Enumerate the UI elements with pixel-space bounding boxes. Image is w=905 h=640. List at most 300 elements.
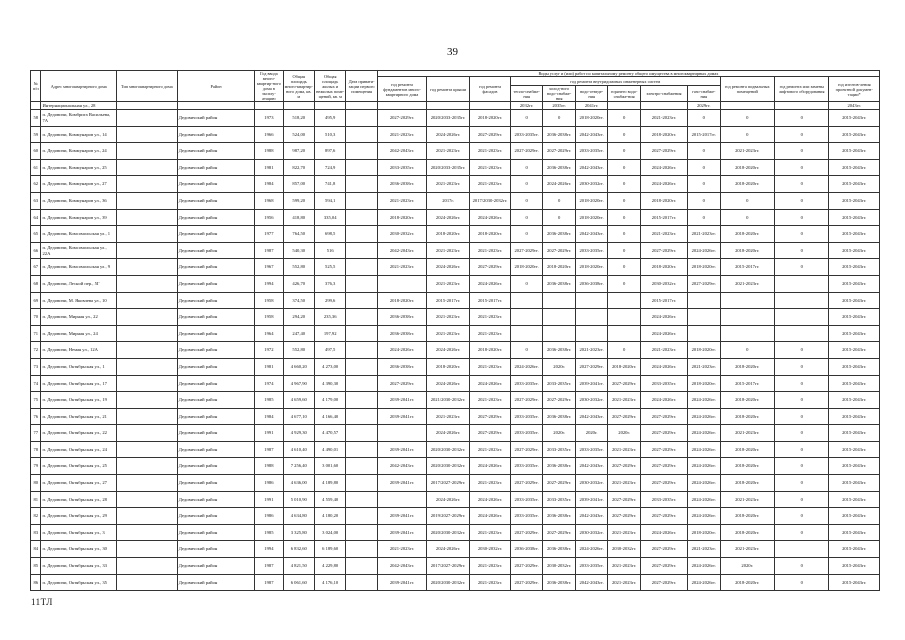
cell-hot-water: 2018-2020гг. [608,358,640,375]
cell-basement: 2020г. [720,558,774,575]
cell-lift: 0 [774,358,828,375]
cell-address: п. Дедовичи, Коммунаров ул., 36 [41,192,116,209]
cell-year: 1972 [255,342,283,359]
cell-living-area: 4 470,57 [314,425,345,442]
cell-facade: 2018-2020гг. [470,110,511,127]
cell-total-area: 552,80 [283,342,314,359]
cell-type [116,126,177,143]
cell-lift: 0 [774,508,828,525]
cell-total-area: 857,00 [283,176,314,193]
table-row [31,159,880,176]
cell-hot-water: 0 [608,275,640,292]
header-hot-water: горячего водо-снабже-ния [608,86,640,102]
cell-basement: 2018-2020гг. [720,176,774,193]
cell-address: п. Дедовичи, Коммунаров ул., 27 [41,176,116,193]
cell-lift: 0 [774,475,828,492]
cell-heat: 2018-2020гг. [510,259,542,276]
header-gas: газо-снабже-ния [688,86,720,102]
cell-gas: 2024-2026гг. [688,458,720,475]
cell-electric: 2027-2029гг. [640,541,687,558]
cell-electric: 2027-2029гг. [640,508,687,525]
cell-privatization [346,242,377,259]
table-row [31,176,880,193]
cell-docs: 2015-2043гг. [829,275,880,292]
cell-heat: 2027-2029гг. [510,524,542,541]
cell-foundation: 2018-2020гг. [377,292,426,309]
cell-foundation: 2042-2043гг. [377,242,426,259]
cell-privatization [346,358,377,375]
cell-year: 1987 [255,441,283,458]
cell-total-area: 4 967,90 [283,375,314,392]
cell-no: 68 [31,275,41,292]
cell-living-area: 4 166,40 [314,408,345,425]
cell-total-area: 4 929,30 [283,425,314,442]
cell-basement: 2018-2020гг. [720,441,774,458]
cell-address: п. Дедовичи, Октябрьская ул., 35 [41,574,116,591]
footer-mark: 11ТЛ [31,597,53,607]
cell-no: 86 [31,574,41,591]
cell-electric: 2033-2035гг. [640,375,687,392]
cell-address: п. Дедовичи, Коммунаров ул., 24 [41,143,116,160]
cell-foundation: 2039-2041гг. [377,392,426,409]
cell-facade: 2021-2023гг. [470,309,511,326]
cell-year: 1968 [255,192,283,209]
table-row [31,475,880,492]
cell-roof: 2020/2033-2035гг. [427,110,470,127]
cell-gas: 2021-2023гг. [688,358,720,375]
cell-gas: 2024-2026гг. [688,475,720,492]
cell-total-area: 247,40 [283,325,314,342]
cell-total-area: 5 010,90 [283,491,314,508]
cell-privatization [346,425,377,442]
cell-electric: 2027-2029гг. [640,425,687,442]
cell-no: 79 [31,458,41,475]
cell-total-area: 3 325,80 [283,524,314,541]
cell-address: п. Дедовичи, Коммунаров ул., 25 [41,159,116,176]
cell-roof: 2020/2033-2035гг. [427,159,470,176]
cell-lift: 0 [774,441,828,458]
cell-sewer: 2042-2043гг. [575,408,607,425]
cell-cold-water: 2027-2029гг. [543,524,575,541]
cell-gas [688,325,720,342]
cell-no: 78 [31,441,41,458]
cell-no: 83 [31,524,41,541]
cell-living-area: 4 179,00 [314,392,345,409]
cell-no: 77 [31,425,41,442]
cell-roof: 2021-2023гг. [427,242,470,259]
cell-type [116,226,177,243]
cell-living-area: 594,1 [314,192,345,209]
header-electric: электро-снабжения [640,86,687,102]
cell-facade: 2024-2026гг. [470,508,511,525]
cell-electric: 2018-2020гг. [640,259,687,276]
cell-living-area: 724,9 [314,159,345,176]
cell-total-area: 987,20 [283,143,314,160]
cell-facade: 2021-2023гг. [470,176,511,193]
cell-sewer: 2036-2038гг. [575,275,607,292]
header-lift: год ремонта или замены лифтового оборудования [774,77,828,102]
cell-roof: 2024-2026гг. [427,209,470,226]
cell-district: Дедовичский район [177,358,255,375]
cell-total-area: 524,00 [283,126,314,143]
table-row [31,392,880,409]
cell-facade: 2027-2029гг. [470,408,511,425]
continuation-row [31,102,880,110]
cell-address: п. Дедовичи, Мирная ул., 24 [41,325,116,342]
cell-foundation: 2042-2043гг. [377,458,426,475]
cell-year: 1991 [255,491,283,508]
cell-docs: 2015-2043гг. [829,441,880,458]
cell-facade: 2024-2026гг. [470,275,511,292]
cell-docs: 2015-2043гг. [829,475,880,492]
cell-heat: 0 [510,176,542,193]
cell-roof: 2020/2030-2032гг. [427,458,470,475]
cell-docs: 2015-2043гг. [829,342,880,359]
cell-roof: 2015-2017гг. [427,292,470,309]
cell-cold-water: 2036-2038гг. [543,508,575,525]
cell-heat [510,292,542,309]
header-type: Тип многоквартирного дома [116,71,177,102]
cell-district: Дедовичский район [177,110,255,127]
cell-type [116,491,177,508]
cell-district: Дедовичский район [177,408,255,425]
cell-gas: 2018-2020гг. [688,342,720,359]
cell-foundation: 2036-2038гг. [377,325,426,342]
cell-type [116,458,177,475]
cell-privatization [346,292,377,309]
cell-district: Дедовичский район [177,292,255,309]
cell-lift: 0 [774,242,828,259]
cell-foundation: 2021-2023гг. [377,192,426,209]
cell-foundation: 2033-2035гг. [377,159,426,176]
cell-cold-water: 2036-2038гг. [543,342,575,359]
cell-docs: 2015-2043гг. [829,309,880,326]
cell-heat: 0 [510,275,542,292]
cell-year: 1981 [255,358,283,375]
table-row [31,143,880,160]
cell-type [116,110,177,127]
cell-total-area: 4 659,60 [283,392,314,409]
cell-type [116,375,177,392]
cell-privatization [346,143,377,160]
cell-district: Дедовичский район [177,491,255,508]
cell-roof: 2021-2023гг. [427,408,470,425]
cell-year: 1994 [255,541,283,558]
cell-lift: 0 [774,226,828,243]
cell-address: п. Дедовичи, Комсомольская ул., 1 [41,226,116,243]
cell-year: 1994 [255,275,283,292]
cell-heat: 2027-2029гг. [510,475,542,492]
cell-type [116,358,177,375]
cell-living-area: 3 024,00 [314,524,345,541]
cell-basement [720,292,774,309]
cell-basement: 0 [720,126,774,143]
cell-no: 63 [31,192,41,209]
cell-living-area: 698,5 [314,226,345,243]
cell-foundation: 2030-2032гг. [377,226,426,243]
cell-electric: 2024-2026гг. [640,392,687,409]
cell-living-area: 4 490,01 [314,441,345,458]
cell-privatization [346,226,377,243]
cell-hot-water [608,325,640,342]
cell-hot-water: 2021-2023гг. [608,441,640,458]
cell-facade: 2024-2026гг. [470,209,511,226]
table-row [31,226,880,243]
cell-type [116,425,177,442]
cell-heat: 0 [510,209,542,226]
cell-foundation: 2021-2023гг. [377,126,426,143]
cell-heat: 0 [510,342,542,359]
header-roof: год ремонта крыши [427,77,470,102]
cell-foundation: 2024-2026гг. [377,342,426,359]
cell-district: Дедовичский район [177,425,255,442]
cell-address: п. Дедовичи, Октябрьская ул., 1 [41,358,116,375]
cell-year: 1964 [255,325,283,342]
cell-lift [774,309,828,326]
cell-privatization [346,491,377,508]
cell-basement: 0 [720,342,774,359]
cell-district: Дедовичский район [177,524,255,541]
cell-foundation: 2039-2041гг. [377,475,426,492]
cell-hot-water: 0 [608,143,640,160]
cell-type [116,508,177,525]
cell-cold-water: 2036-2038гг. [543,275,575,292]
cell-sewer: 2042-2043гг. [575,226,607,243]
cell-roof: 2021-2023гг. [427,309,470,326]
cell-cold-water [543,325,575,342]
cell-privatization [346,574,377,591]
cell-heat: 2033-2035гг. [510,126,542,143]
cell-heat: 2027-2029гг. [510,392,542,409]
cell-hot-water: 0 [608,176,640,193]
cell-facade: 2021-2023гг. [470,325,511,342]
cell-electric: 2027-2029гг. [640,458,687,475]
cell-year: 1973 [255,110,283,127]
cell-roof: 2020/2030-2032гг. [427,441,470,458]
cell-docs: 2015-2043гг. [829,143,880,160]
header-heat: тепло-снабже-ния [510,86,542,102]
cell-docs: 2015-2043гг. [829,508,880,525]
table-row [31,441,880,458]
cell-total-area: 294,20 [283,309,314,326]
cell-address: п. Дедовичи, Октябрьская ул., 21 [41,408,116,425]
cell-year: 1985 [255,524,283,541]
cell-hot-water: 0 [608,259,640,276]
cell-roof: 2021/2030-2032гг. [427,392,470,409]
cell-lift: 0 [774,159,828,176]
cell-address: п. Дедовичи, Октябрьская ул., 33 [41,558,116,575]
cell-cold-water [543,292,575,309]
cell-lift: 0 [774,192,828,209]
continuation-heat: 2032гг. [510,102,542,110]
cell-hot-water: 2027-2029гг. [608,408,640,425]
cell-living-area: 299,6 [314,292,345,309]
cell-address: п. Дедовичи, Мирная ул., 22 [41,309,116,326]
cell-roof: 2017/2027-2029гг. [427,558,470,575]
cell-lift [774,325,828,342]
cell-total-area: 4 636,00 [283,475,314,492]
cell-privatization [346,325,377,342]
cell-docs: 2015-2043гг. [829,392,880,409]
cell-living-area: 3 001,60 [314,458,345,475]
cell-lift: 0 [774,558,828,575]
cell-sewer: 2042-2043гг. [575,159,607,176]
cell-hot-water: 0 [608,192,640,209]
cell-sewer [575,325,607,342]
cell-hot-water: 2021-2023гг. [608,558,640,575]
cell-docs: 2015-2043гг. [829,292,880,309]
cell-gas: 0 [688,176,720,193]
cell-total-area: 6 832,60 [283,541,314,558]
cell-type [116,524,177,541]
cell-electric: 2024-2026гг. [640,309,687,326]
cell-lift: 0 [774,375,828,392]
cell-basement: 2021-2023гг. [720,491,774,508]
table-row [31,275,880,292]
cell-type [116,574,177,591]
cell-hot-water: 2021-2023гг. [608,524,640,541]
cell-no: 60 [31,143,41,160]
cell-gas: 0 [688,110,720,127]
table-row [31,309,880,326]
cell-facade: 2021-2023гг. [470,159,511,176]
cell-total-area: 518,20 [283,110,314,127]
cell-year: 1988 [255,458,283,475]
cell-lift: 0 [774,524,828,541]
cell-roof: 2020/2030-2032гг. [427,574,470,591]
cell-sewer: 2018-2020гг. [575,209,607,226]
cell-foundation: 2039-2041гг. [377,508,426,525]
cell-year: 1966 [255,126,283,143]
cell-basement: 0 [720,110,774,127]
cell-lift [774,292,828,309]
cell-cold-water: 0 [543,192,575,209]
cell-district: Дедовичский район [177,475,255,492]
table-row [31,192,880,209]
cell-living-area: 335,04 [314,209,345,226]
cell-basement: 2021-2023гг. [720,541,774,558]
cell-heat: 0 [510,226,542,243]
cell-cold-water: 2018-2020гг. [543,259,575,276]
header-living-area: Общая площадь жилых и нежилых поме-щений, кв. м [314,71,345,102]
cell-facade: 2024-2026гг. [470,491,511,508]
cell-no: 72 [31,342,41,359]
cell-docs: 2015-2043гг. [829,558,880,575]
header-basement: год ремонта подвальных помещений [720,77,774,102]
cell-address: п. Дедовичи, Октябрьская ул., 28 [41,491,116,508]
cell-hot-water: 0 [608,342,640,359]
cell-sewer: 2042-2043гг. [575,126,607,143]
cell-docs: 2015-2043гг. [829,242,880,259]
table-row [31,375,880,392]
cell-cold-water: 2030-2032гг. [543,558,575,575]
cell-heat: 0 [510,110,542,127]
cell-electric: 2024-2026гг. [640,325,687,342]
table-row [31,342,880,359]
cell-docs: 2015-2043гг. [829,524,880,541]
cell-sewer: 2042-2043гг. [575,458,607,475]
cell-living-area: 741,8 [314,176,345,193]
cell-basement: 2018-2020гг. [720,574,774,591]
cell-hot-water: 0 [608,126,640,143]
cell-foundation: 2027-2029гг. [377,110,426,127]
cell-year: 1967 [255,259,283,276]
cell-sewer: 2039-2041гг. [575,491,607,508]
header-total-area: Общая площадь много-квартир-ного дома, кв. м [283,71,314,102]
cell-electric: 2027-2029гг. [640,574,687,591]
cell-docs: 2015-2043гг. [829,574,880,591]
cell-heat: 2033-2035гг. [510,491,542,508]
cell-type [116,159,177,176]
cell-hot-water: 0 [608,226,640,243]
cell-lift: 0 [774,259,828,276]
cell-sewer: 2042-2043гг. [575,574,607,591]
cell-cold-water [543,309,575,326]
cell-sewer: 2020г. [575,425,607,442]
cell-electric: 2027-2029гг. [640,558,687,575]
cell-docs: 2015-2043гг. [829,375,880,392]
cell-total-area: 6 061,60 [283,574,314,591]
cell-facade: 2018-2020гг. [470,342,511,359]
cell-facade: 2027-2029гг. [470,126,511,143]
cell-lift: 0 [774,176,828,193]
cell-total-area: 374,50 [283,292,314,309]
cell-sewer: 2027-2029гг. [575,358,607,375]
table-row [31,425,880,442]
cell-living-area: 376,3 [314,275,345,292]
cell-electric: 2015-2017гг. [640,292,687,309]
continuation-cold: 2035гг. [543,102,575,110]
cell-heat: 2027-2029гг. [510,441,542,458]
cell-roof: 2018-2020гг. [427,226,470,243]
cell-basement: 2018-2020гг. [720,475,774,492]
cell-district: Дедовичский район [177,242,255,259]
cell-district: Дедовичский район [177,259,255,276]
cell-living-area: 4 176,10 [314,574,345,591]
cell-facade: 2017/2030-2032гг. [470,192,511,209]
cell-type [116,441,177,458]
cell-docs: 2015-2043гг. [829,541,880,558]
cell-type [116,541,177,558]
cell-cold-water: 2036-2038гг. [543,541,575,558]
cell-sewer: 2033-2035гг. [575,558,607,575]
cell-privatization [346,408,377,425]
cell-hot-water: 0 [608,209,640,226]
cell-privatization [346,558,377,575]
cell-basement: 2021-2023гг. [720,425,774,442]
cell-gas: 0 [688,192,720,209]
cell-privatization [346,541,377,558]
cell-district: Дедовичский район [177,574,255,591]
cell-heat: 2033-2035гг. [510,425,542,442]
cell-district: Дедовичский район [177,342,255,359]
cell-living-area: 516 [314,242,345,259]
cell-basement: 2018-2020гг. [720,458,774,475]
cell-no: 80 [31,475,41,492]
cell-foundation: 2042-2043гг. [377,143,426,160]
cell-address: п. Дедовичи, Октябрьская ул., 30 [41,541,116,558]
cell-sewer: 2021-2023гг. [575,342,607,359]
table-row [31,558,880,575]
cell-hot-water: 2030-2032гг. [608,541,640,558]
cell-foundation: 2021-2023гг. [377,259,426,276]
cell-facade: 2021-2023гг. [470,358,511,375]
cell-sewer: 2030-2032гг. [575,524,607,541]
cell-facade: 2018-2020гг. [470,226,511,243]
cell-basement: 0 [720,209,774,226]
cell-hot-water: 2027-2029гг. [608,491,640,508]
cell-district: Дедовичский район [177,126,255,143]
